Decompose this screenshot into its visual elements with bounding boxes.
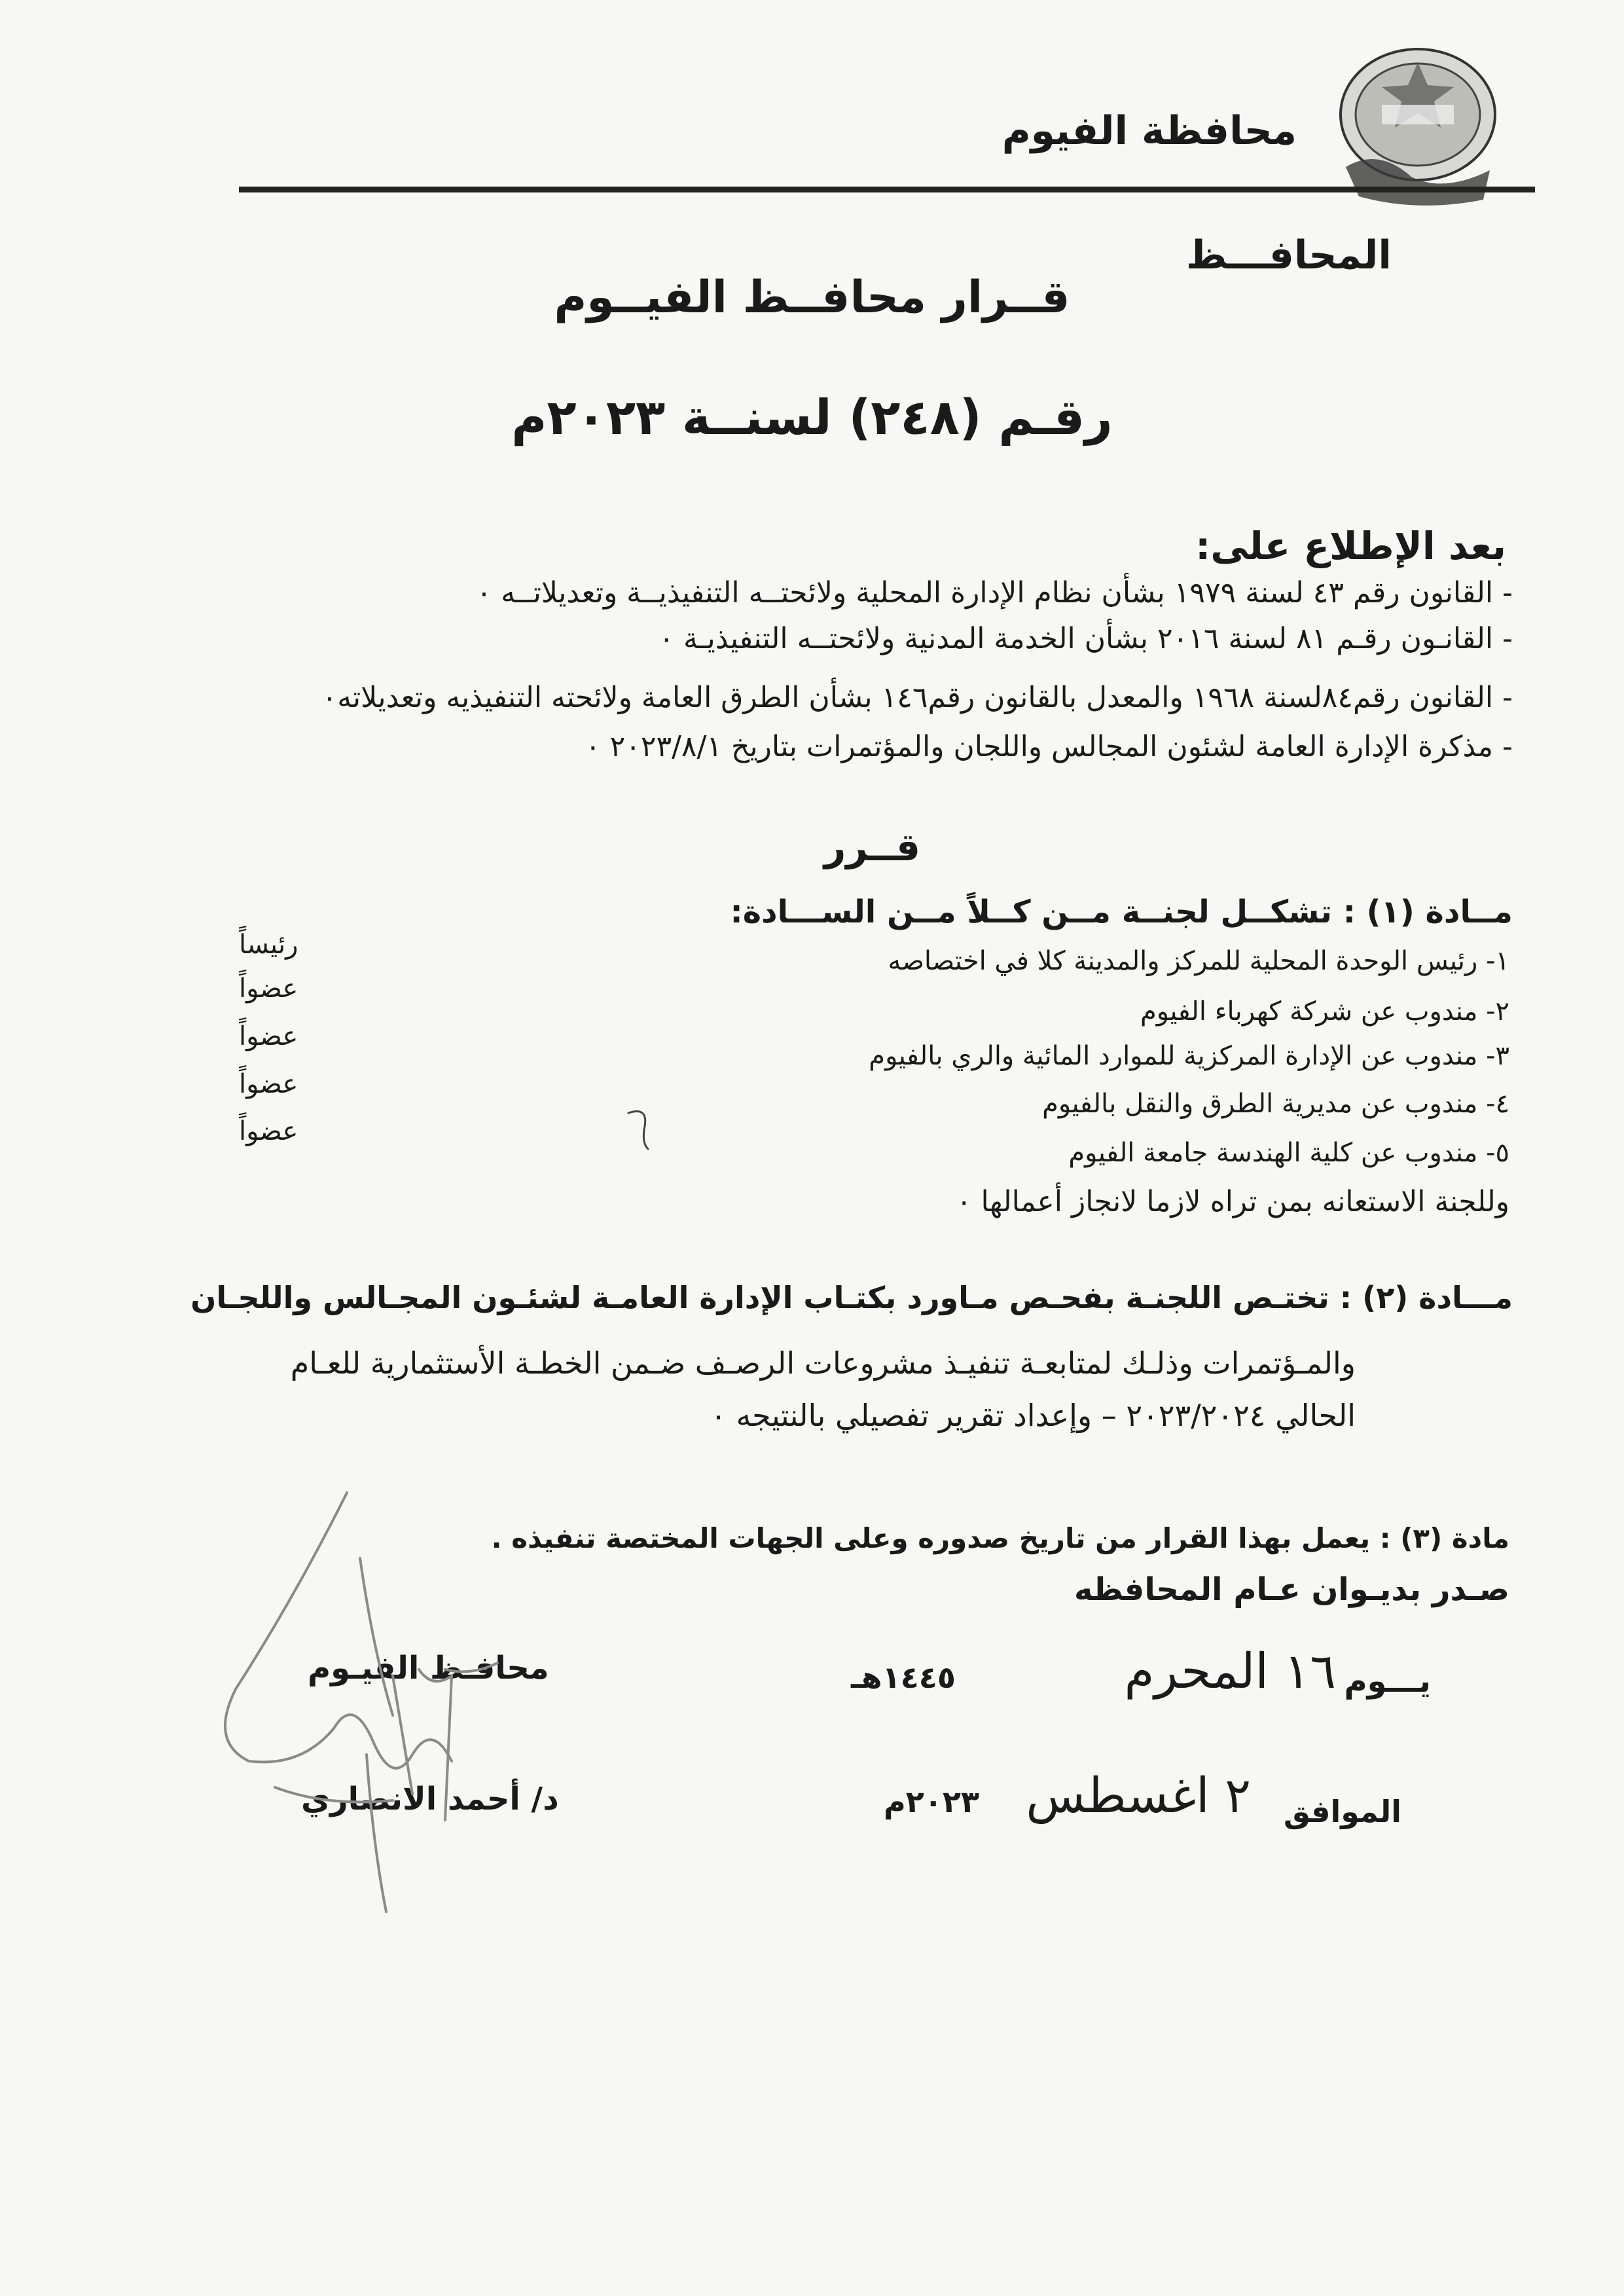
preamble-item: - مذكرة الإدارة العامة لشئون المجالس واللجان والمؤتمرات بتاريخ ٢٠٢٣/٨/١ ٠ <box>585 730 1513 763</box>
hijri-year: ١٤٤٥هـ <box>851 1660 956 1695</box>
handwritten-signature <box>196 1480 537 1925</box>
decided-heading: قــرر <box>823 825 920 869</box>
committee-member: ١- رئيس الوحدة المحلية للمركز والمدينة كلا في اختصاصه <box>888 946 1509 976</box>
office-title: المحافـــظ <box>1185 232 1392 278</box>
committee-member: ٤- مندوب عن مديرية الطرق والنقل بالفيوم <box>1042 1089 1509 1119</box>
pen-mark <box>622 1106 661 1152</box>
issued-at: صـدر بديـوان عـام المحافظه <box>1074 1571 1509 1608</box>
hijri-day-month: ١٦ المحرم <box>1124 1643 1336 1700</box>
preamble-item: - القانون رقم٨٤لسنة ١٩٦٨ والمعدل بالقانون رقم١٤٦ بشأن الطرق العامة ولائحته التنفيذيه وتعديلاته٠ <box>321 681 1513 714</box>
gregorian-date-label: الموافق <box>1283 1794 1401 1829</box>
committee-role: عضواً <box>239 1116 298 1146</box>
committee-role: رئيساً <box>239 930 298 960</box>
committee-role: عضواً <box>239 1021 298 1051</box>
article-2-text: مـــادة (٢) : تختـص اللجنـة بفحـص مـاورد بكتـاب الإدارة العامـة لشئـون المجـالس واللجـان <box>190 1280 1513 1315</box>
committee-role: عضواً <box>239 974 298 1004</box>
hijri-date-label: يـــوم <box>1344 1663 1431 1700</box>
decree-number: رقـم (٢٤٨) لسنــة ٢٠٢٣م <box>511 390 1113 446</box>
committee-role: عضواً <box>239 1069 298 1099</box>
article-1-heading: مــادة (١) : تشكــل لجنــة مــن كــلاً مــن الســـادة: <box>730 894 1513 930</box>
committee-note: وللجنة الاستعانه بمن تراه لازما لانجاز أعمالها ٠ <box>956 1185 1509 1218</box>
signatory-name: د/ أحمد الانصاري <box>301 1781 559 1817</box>
signatory-title: محافـظ الفيـوم <box>308 1650 549 1686</box>
gregorian-day-month: ٢ اغسطس <box>1026 1768 1251 1824</box>
committee-member: ٥- مندوب عن كلية الهندسة جامعة الفيوم <box>1068 1138 1509 1168</box>
article-3-text: مادة (٣) : يعمل بهذا القرار من تاريخ صدوره وعلى الجهات المختصة تنفيذه . <box>491 1522 1509 1554</box>
preamble-item: - القانون رقم ٤٣ لسنة ١٩٧٩ بشأن نظام الإدارة المحلية ولائحتــه التنفيذيــة وتعديلاتــه ٠ <box>476 576 1513 610</box>
committee-member: ٢- مندوب عن شركة كهرباء الفيوم <box>1140 996 1509 1027</box>
committee-member: ٣- مندوب عن الإدارة المركزية للموارد المائية والري بالفيوم <box>869 1041 1509 1071</box>
gregorian-year: ٢٠٢٣م <box>884 1784 980 1819</box>
article-2-text: الحالي ٢٠٢٣/٢٠٢٤ – وإعداد تقرير تفصيلي بالنتيجه ٠ <box>710 1398 1356 1433</box>
governorate-name: محافظة الفيوم <box>1001 108 1297 154</box>
header-rule <box>239 187 1535 192</box>
decree-title: قــرار محافــظ الفيــوم <box>554 272 1070 323</box>
article-2-text: والمـؤتمرات وذلـك لمتابعـة تنفيـذ مشروعات الرصـف ضـمن الخطـة الأستثمارية للعـام <box>290 1345 1356 1381</box>
preamble-item: - القانـون رقـم ٨١ لسنة ٢٠١٦ بشأن الخدمة المدنية ولائحتــه التنفيذيـة ٠ <box>659 622 1513 655</box>
preamble-heading: بعد الإطلاع على: <box>1195 524 1506 568</box>
